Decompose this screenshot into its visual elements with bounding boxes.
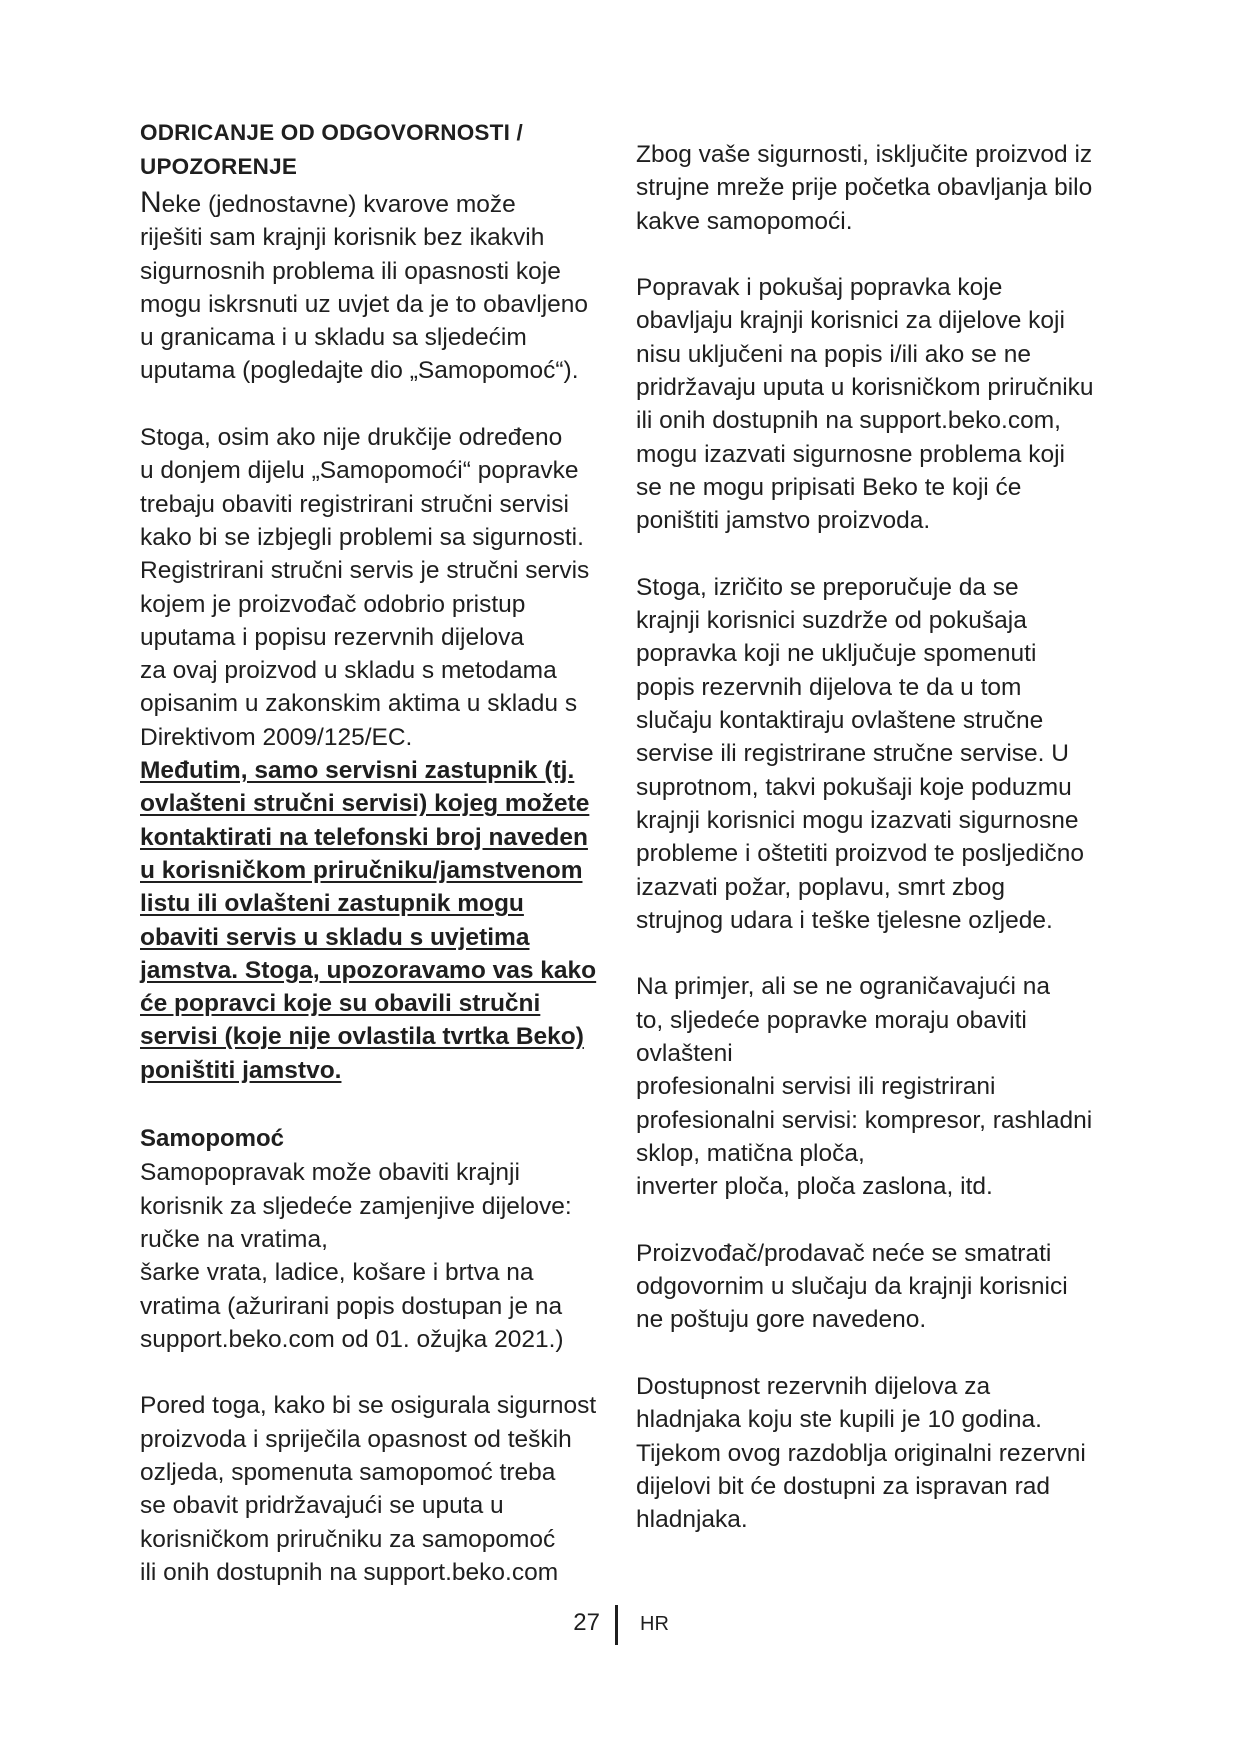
paragraph-line: odgovornim u slučaju da krajnji korisnici [636,1273,1068,1301]
warning-line: u korisničkom priručniku/jamstvenom [140,856,583,884]
paragraph-line: Pored toga, kako bi se osigurala sigurnost [140,1392,597,1420]
disconnect-paragraph [636,138,1106,238]
paragraph-line: se ne mogu pripisati Beko te koji će [636,473,1022,501]
paragraph-line: ili onih dostupnih na support.beko.com, [636,407,1061,435]
paragraph-line: Tijekom ovog razdoblja originalni rezervni [636,1439,1086,1467]
paragraph-line: hladnjaka koju ste kupili je 10 godina. [636,1406,1042,1434]
page-number: 27 [573,1609,600,1636]
paragraph-line: Stoga, osim ako nije drukčije određeno [140,424,563,452]
paragraph-line: hladnjaka. [636,1506,748,1534]
paragraph-line: nisu uključeni na popis i/ili ako se ne [636,340,1031,368]
paragraph-line: sklop, matična ploča, [636,1139,865,1167]
paragraph-line: kakve samopomoći. [636,207,853,235]
warning-line: kontaktirati na telefonski broj naveden [140,823,588,851]
paragraph-line: u granicama i u skladu sa sljedećim [140,324,527,352]
paragraph-line: popravka koji ne uključuje spomenuti [636,640,1037,668]
paragraph-line: dijelovi bit će dostupni za ispravan rad [636,1472,1051,1500]
paragraph-line: krajnji korisnici mogu izazvati sigurnosne [636,806,1079,834]
paragraph-line: probleme i oštetiti proizvod te posljedično [636,840,1085,868]
paragraph-line: šarke vrata, ladice, košare i brtva na [140,1259,534,1287]
paragraph-line: kako bi se izbjegli problemi sa sigurnosti. [140,523,584,551]
warning-line: listu ili ovlašteni zastupnik mogu [140,890,524,918]
paragraph-line: se obavit pridržavajući se uputa u [140,1492,504,1520]
intro-paragraph [140,186,640,388]
page-footer [0,1605,1241,1645]
left-column [140,116,640,1589]
intro-first-line-rest: eke (jednostavne) kvarove može [161,191,516,218]
professional-repairs-paragraph [636,970,1106,1203]
paragraph-line: za ovaj proizvod u skladu s metodama [140,657,557,685]
paragraph-line: ne poštuju gore navedeno. [636,1306,927,1334]
language-code: HR [640,1613,669,1635]
warning-line: Međutim, samo servisni zastupnik (tj. [140,757,575,785]
paragraph-line: servise ili registrirane stručne servise. U [636,740,1069,768]
safety-paragraph [140,1389,640,1589]
paragraph-line: ozljeda, spomenuta samopomoć treba [140,1458,556,1486]
paragraph-line: obavljaju krajnji korisnici za dijelove koji [636,307,1065,335]
paragraph-line: support.beko.com od 01. ožujka 2021.) [140,1325,564,1353]
paragraph-line: uputama (pogledajte dio „Samopomoć“). [140,357,579,385]
paragraph-line: poništiti jamstvo proizvoda. [636,507,931,535]
warning-line: servisi (koje nije ovlastila tvrtka Beko) [140,1023,584,1051]
heading-line: ODRICANJE OD ODGOVORNOSTI / [140,120,523,145]
paragraph-line: profesionalni servisi ili registrirani [636,1073,996,1101]
paragraph-line: mogu izazvati sigurnosne problema koji [636,440,1065,468]
paragraph-line: suprotnom, takvi pokušaji koje poduzmu [636,773,1072,801]
self-help-section [140,1122,640,1356]
warning-line: ovlašteni stručni servisi) kojeg možete [140,790,590,818]
warning-line: jamstva. Stoga, upozoravamo vas kako [140,956,597,984]
paragraph-line: korisnik za sljedeće zamjenjive dijelove: [140,1192,572,1220]
heading-line: UPOZORENJE [140,154,298,179]
paragraph-line: uputama i popisu rezervnih dijelova [140,623,525,651]
paragraph-line: strujnog udara i teške tjelesne ozljede. [636,906,1053,934]
liability-paragraph [636,1237,1106,1337]
registered-service-paragraph [140,421,640,754]
warranty-warning [140,754,640,1087]
paragraph-line: Stoga, izričito se preporučuje da se [636,573,1019,601]
self-help-title: Samopomoć [140,1125,285,1153]
paragraph-line: Na primjer, ali se ne ograničavajući na [636,973,1050,1001]
paragraph-line: sigurnosnih problema ili opasnosti koje [140,257,561,285]
warning-line: će popravci koje su obavili stručni [140,990,541,1018]
paragraph-line: opisanim u zakonskim aktima u skladu s [140,690,578,718]
paragraph-line: profesionalni servisi: kompresor, rashladni [636,1106,1093,1134]
paragraph-line: Proizvođač/prodavač neće se smatrati [636,1239,1052,1267]
paragraph-line: proizvoda i spriječila opasnost od teških [140,1425,572,1453]
paragraph-line: vratima (ažurirani popis dostupan je na [140,1292,563,1320]
disclaimer-heading [140,116,640,184]
paragraph-line: riješiti sam krajnji korisnik bez ikakvih [140,224,545,252]
paragraph-line: u donjem dijelu „Samopomoći“ popravke [140,457,579,485]
paragraph-line: Samopopravak može obaviti krajnji [140,1159,520,1187]
paragraph-line: strujne mreže prije početka obavljanja bilo [636,174,1093,202]
paragraph-line: ručke na vratima, [140,1225,328,1253]
paragraph-line: Zbog vaše sigurnosti, isključite proizvod iz [636,141,1093,168]
paragraph-line: korisničkom priručniku za samopomoć [140,1525,556,1553]
paragraph-line: Popravak i pokušaj popravka koje [636,274,1003,302]
paragraph-line: slučaju kontaktiraju ovlaštene stručne [636,707,1044,735]
paragraph-line: Registrirani stručni servis je stručni servis [140,557,590,585]
paragraph-line: Dostupnost rezervnih dijelova za [636,1372,991,1400]
paragraph-line: pridržavaju uputa u korisničkom priručniku [636,374,1094,402]
right-column [636,138,1106,1536]
paragraph-line: izazvati požar, poplavu, smrt zbog [636,873,1006,901]
warning-line: obaviti servis u skladu s uvjetima [140,923,530,951]
paragraph-line: krajnji korisnici suzdrže od pokušaja [636,607,1027,635]
paragraph-line: to, sljedeće popravke moraju obaviti [636,1006,1027,1034]
paragraph-line: ovlašteni [636,1040,733,1068]
paragraph-line: ili onih dostupnih na support.beko.com [140,1558,559,1586]
paragraph-line: inverter ploča, ploča zaslona, itd. [636,1173,993,1201]
paragraph-line: Direktivom 2009/125/EC. [140,723,413,751]
repair-attempt-paragraph [636,271,1106,537]
drop-cap: N [140,186,162,219]
recommendation-paragraph [636,571,1106,937]
paragraph-line: trebaju obaviti registrirani stručni servisi [140,490,569,518]
paragraph-line: mogu iskrsnuti uz uvjet da je to obavljeno [140,290,589,318]
warning-line: poništiti jamstvo. [140,1056,342,1084]
intro-first-line [140,186,640,221]
paragraph-line: kojem je proizvođač odobrio pristup [140,590,526,618]
spare-parts-paragraph [636,1370,1106,1536]
paragraph-line: popis rezervnih dijelova te da u tom [636,673,1022,701]
footer-divider [615,1605,618,1645]
